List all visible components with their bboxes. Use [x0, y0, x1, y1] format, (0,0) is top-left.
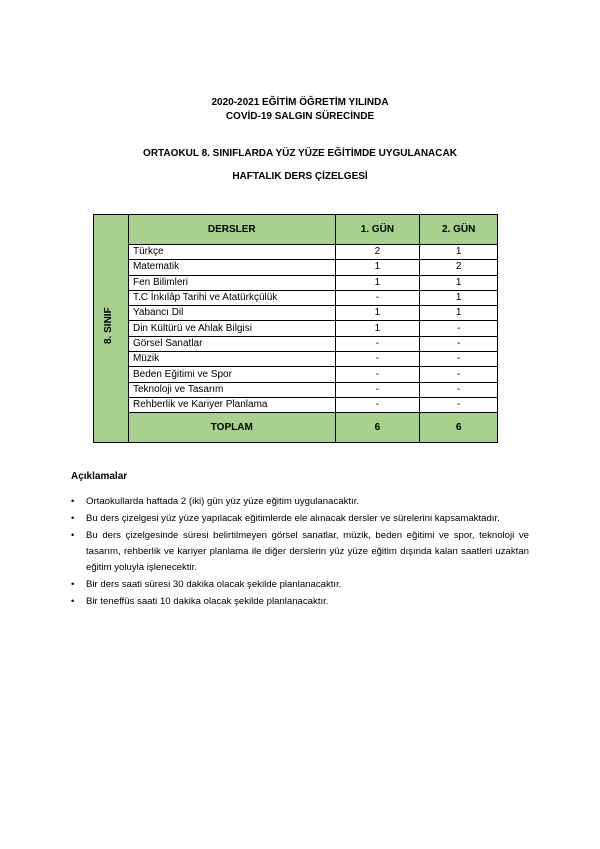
day2-hours: 1: [420, 306, 498, 321]
notes-heading: Açıklamalar: [71, 471, 128, 482]
column-header-day2: 2. GÜN: [420, 215, 498, 245]
document-title-line-1: 2020-2021 EĞİTİM ÖĞRETİM YILINDA: [211, 97, 389, 108]
table-total-row: [94, 413, 498, 443]
table-row: [94, 397, 498, 412]
list-item: • Bir ders saati süresi 30 dakika olacak şekilde planlanacaktır.: [71, 577, 529, 593]
table-row: [94, 306, 498, 321]
day1-hours: 1: [335, 275, 420, 290]
day2-hours: 1: [420, 275, 498, 290]
day1-hours: -: [335, 352, 420, 367]
document-subtitle: ORTAOKUL 8. SINIFLARDA YÜZ YÜZE EĞİTİMDE UYGULANACAK: [143, 148, 457, 159]
day1-hours: -: [335, 367, 420, 382]
day2-hours: -: [420, 321, 498, 336]
day1-hours: 1: [335, 321, 420, 336]
subject-name: Yabancı Dil: [128, 306, 335, 321]
table-row: [94, 275, 498, 290]
table-row: [94, 352, 498, 367]
list-item: • Bu ders çizelgesi yüz yüze yapılacak eğitimlerde ele alınacak dersler ve sürelerini kapsamaktadır.: [71, 511, 529, 527]
subject-name: Teknoloji ve Tasarım: [128, 382, 335, 397]
subject-name: Din Kültürü ve Ahlak Bilgisi: [128, 321, 335, 336]
total-label: TOPLAM: [128, 413, 335, 443]
table-row: [94, 321, 498, 336]
subject-name: Görsel Sanatlar: [128, 336, 335, 351]
day2-hours: -: [420, 382, 498, 397]
list-item: • Ortaokullarda haftada 2 (iki) gün yüz yüze eğitim uygulanacaktır.: [71, 494, 529, 510]
total-day1: 6: [335, 413, 420, 443]
day1-hours: -: [335, 336, 420, 351]
day1-hours: 1: [335, 306, 420, 321]
subject-name: Türkçe: [128, 245, 335, 260]
subject-name: Beden Eğitimi ve Spor: [128, 367, 335, 382]
table-row: [94, 290, 498, 305]
table-row: [94, 245, 498, 260]
subject-name: Müzik: [128, 352, 335, 367]
list-item: • Bir teneffüs saati 10 dakika olacak şekilde planlanacaktır.: [71, 594, 529, 610]
table-row: [94, 367, 498, 382]
list-item: • Bu ders çizelgesinde süresi belirtilmeyen görsel sanatlar, müzik, beden eğitimi ve spor, teknoloji ve tasarım, rehberlik ve kariyer planlama ile diğer derslerin yüz yüze eğitim dışında kalan saatleri uzaktan eğitim yoluyla işlenecektir.: [71, 528, 529, 576]
day1-hours: 2: [335, 245, 420, 260]
grade-label: 8. SINIF: [103, 306, 114, 344]
grade-label-cell: [94, 215, 129, 443]
table-row: [94, 336, 498, 351]
day1-hours: -: [335, 290, 420, 305]
day2-hours: 1: [420, 290, 498, 305]
notes-list: [71, 494, 529, 611]
schedule-title: HAFTALIK DERS ÇİZELGESİ: [232, 171, 368, 182]
day1-hours: -: [335, 382, 420, 397]
document-title-line-2: COVİD-19 SALGIN SÜRECİNDE: [225, 111, 375, 122]
subject-name: Fen Bilimleri: [128, 275, 335, 290]
weekly-schedule-table: [93, 214, 498, 443]
day1-hours: -: [335, 397, 420, 412]
day2-hours: 2: [420, 260, 498, 275]
subject-name: Matematik: [128, 260, 335, 275]
column-header-subjects: DERSLER: [128, 215, 335, 245]
subject-name: Rehberlik ve Kariyer Planlama: [128, 397, 335, 412]
day1-hours: 1: [335, 260, 420, 275]
total-day2: 6: [420, 413, 498, 443]
day2-hours: -: [420, 352, 498, 367]
table-row: [94, 382, 498, 397]
table-row: [94, 260, 498, 275]
day2-hours: -: [420, 397, 498, 412]
day2-hours: -: [420, 336, 498, 351]
day2-hours: -: [420, 367, 498, 382]
column-header-day1: 1. GÜN: [335, 215, 420, 245]
subject-name: T.C İnkılâp Tarihi ve Atatürkçülük: [128, 290, 335, 305]
day2-hours: 1: [420, 245, 498, 260]
table-header-row: [94, 215, 498, 245]
